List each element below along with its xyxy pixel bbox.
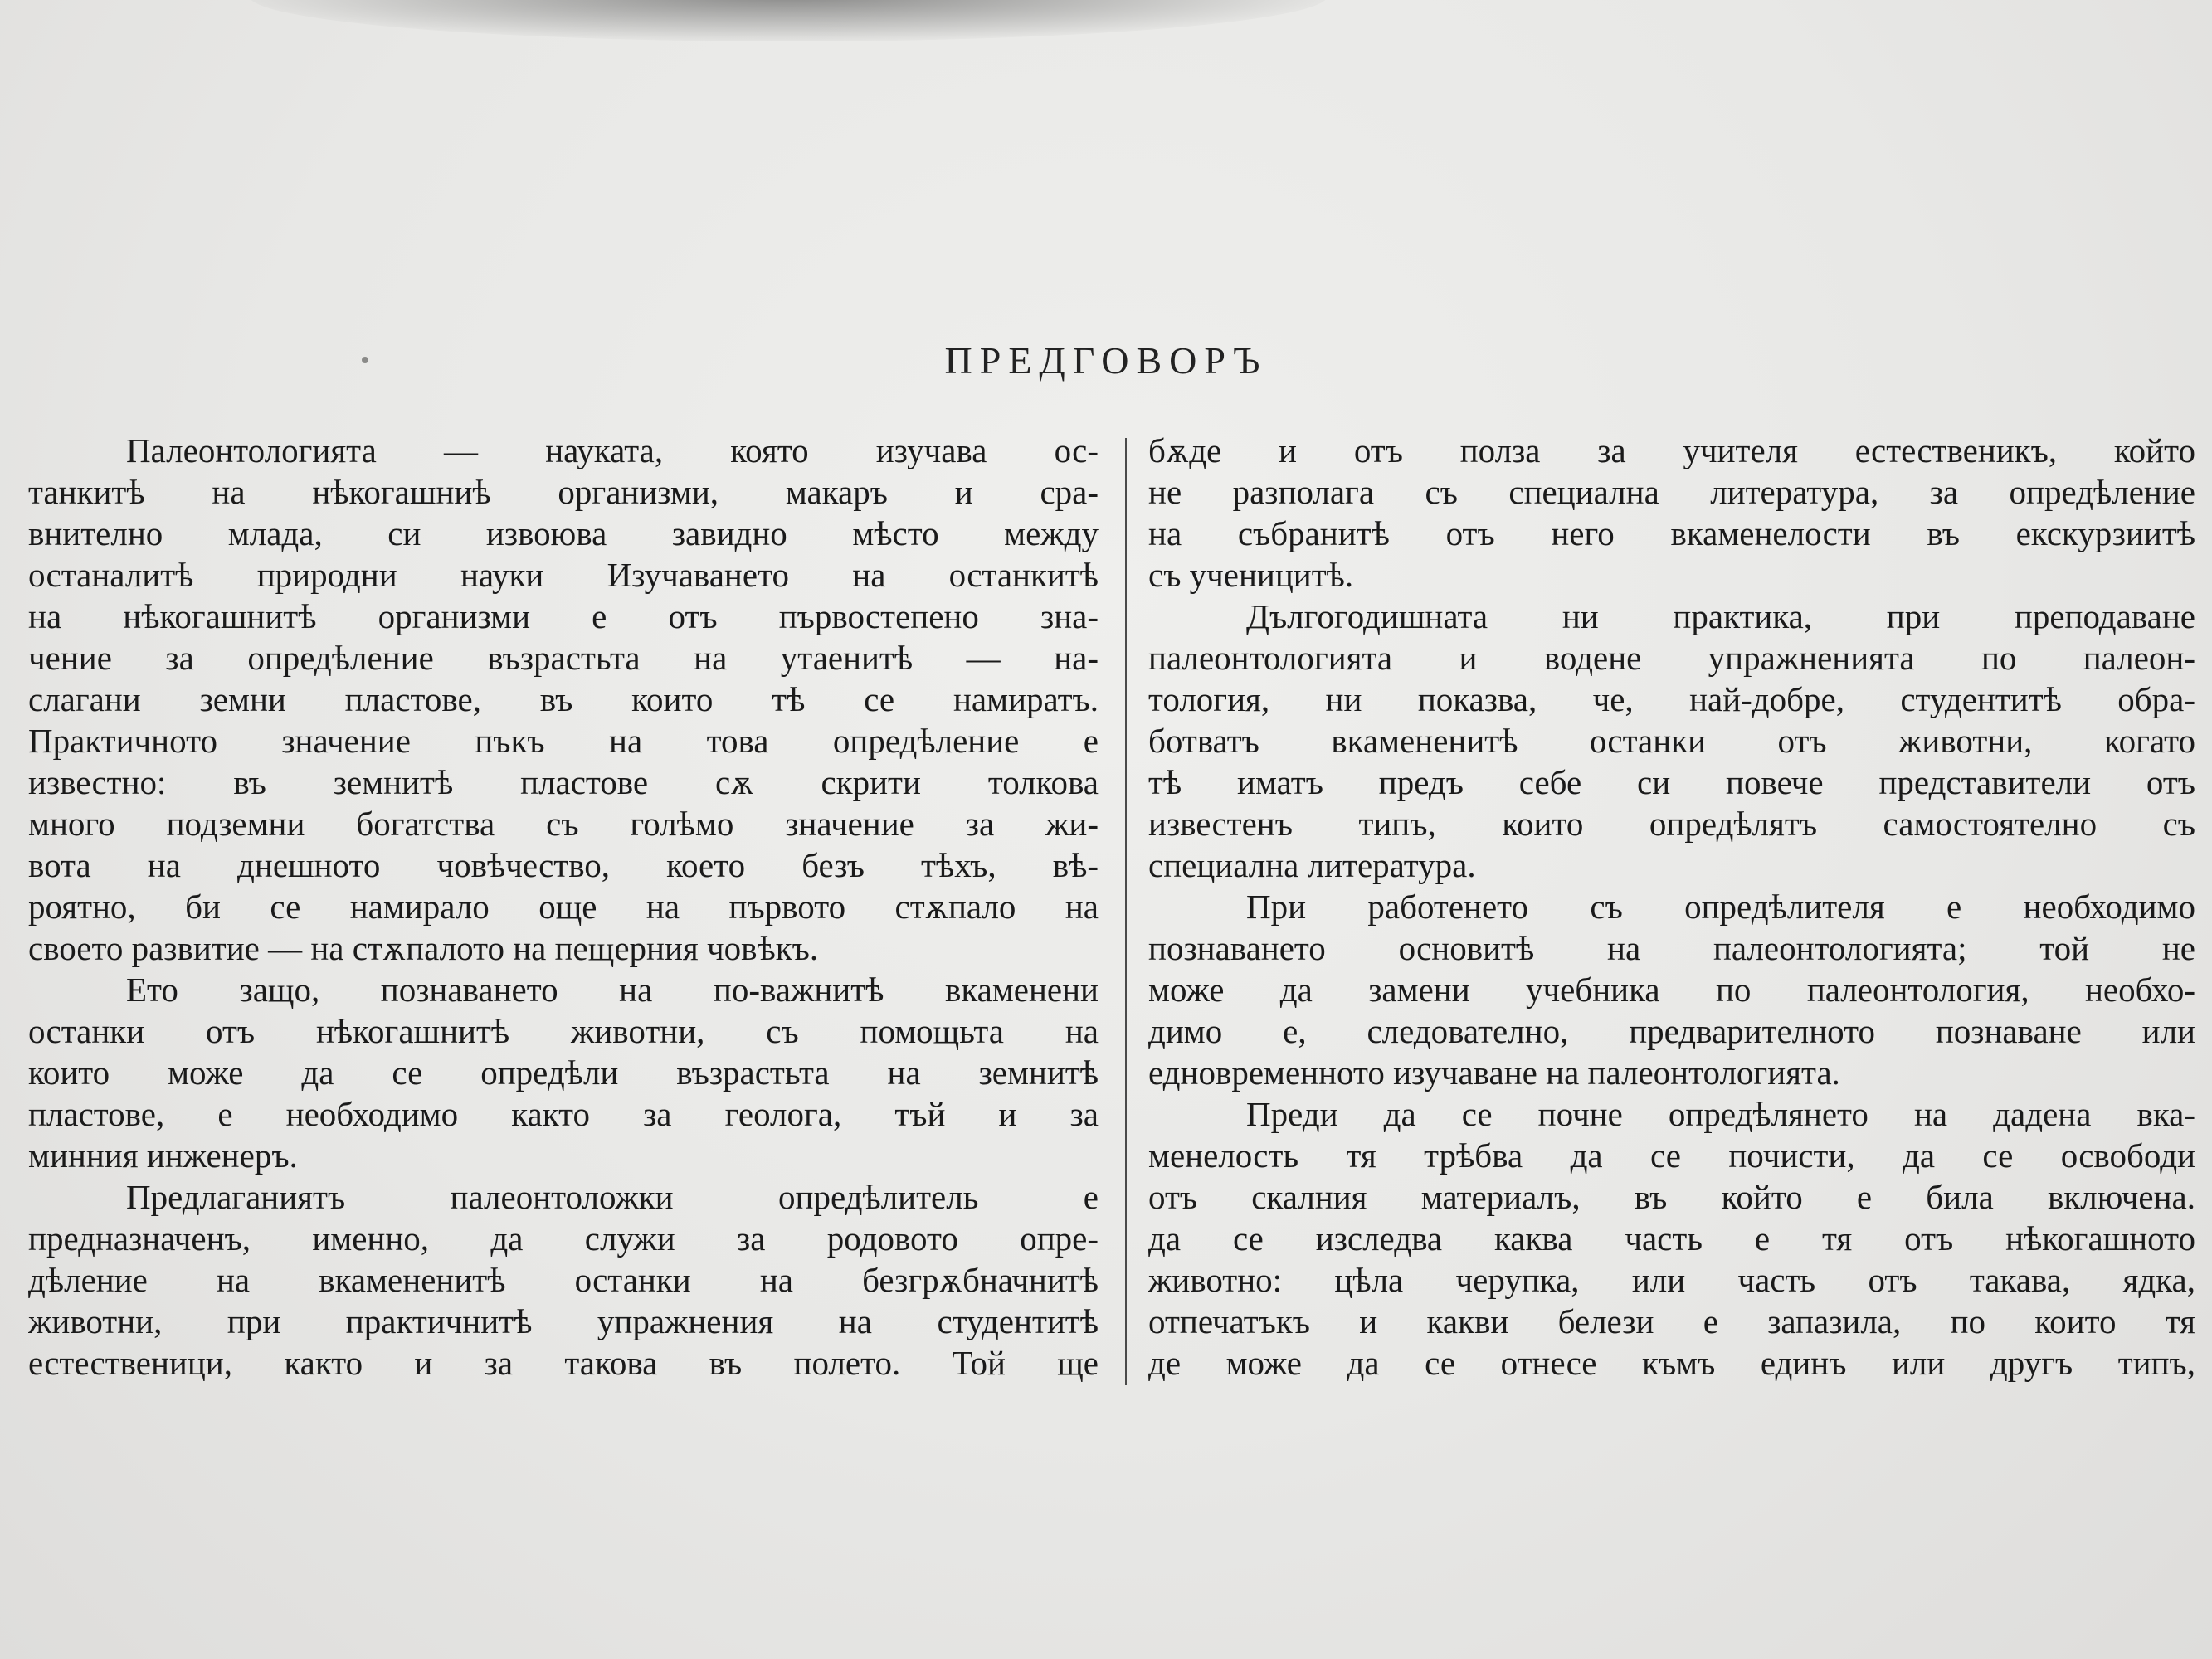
text-line: специална литература.: [1148, 846, 1476, 884]
text-line: Практичното значение пъкъ на това опредѣление е: [28, 722, 1099, 760]
text-line: останки отъ нѣкогашнитѣ животни, съ помощьта на: [28, 1012, 1099, 1050]
text-line: де може да се отнесе къмъ единъ или другъ типъ,: [1148, 1344, 2195, 1382]
text-line: димо е, следователно, предварителното познаване или: [1148, 1012, 2195, 1050]
text-line: да се изследва каква часть е тя отъ нѣкогашното: [1148, 1219, 2195, 1258]
column-divider: [1125, 438, 1127, 1385]
page-edge-shadow: [249, 0, 1328, 41]
text-line: дѣление на вкамененитѣ останки на безгрѫбначнитѣ: [28, 1261, 1099, 1299]
text-line: животно: цѣла черупка, или часть отъ такава, ядка,: [1148, 1261, 2195, 1299]
text-line: животни, при практичнитѣ упражнения на студентитѣ: [28, 1302, 1099, 1340]
text-line: много подземни богатства съ голѣмо значение за жи-: [28, 805, 1099, 843]
text-line: отпечатъкъ и какви белези е запазила, по които тя: [1148, 1302, 2195, 1340]
text-line: предназначенъ, именно, да служи за родовото опре-: [28, 1219, 1099, 1258]
text-line: Предлаганиятъ палеонтоложки опредѣлитель е: [126, 1178, 1099, 1216]
text-line: пластове, е необходимо както за геолога, тъй и за: [28, 1095, 1099, 1133]
text-line: слагани земни пластове, въ които тѣ се намиратъ.: [28, 680, 1099, 718]
text-line: отъ скалния материалъ, въ който е била включена.: [1148, 1178, 2195, 1216]
right-column: [1148, 430, 2195, 1384]
text-line: Дългогодишната ни практика, при преподаване: [1246, 597, 2195, 635]
page-title: ПРЕДГОВОРЪ: [944, 339, 1268, 382]
text-line: не разполага съ специална литература, за опредѣление: [1148, 473, 2195, 511]
text-line: едновременното изучаване на палеонтологията.: [1148, 1053, 1840, 1092]
text-line: на нѣкогашнитѣ организми е отъ първостепено зна-: [28, 597, 1099, 635]
text-line: При работенето съ опредѣлителя е необходимо: [1246, 888, 2195, 926]
text-line: вота на днешното човѣчество, което безъ тѣхъ, вѣ-: [28, 846, 1099, 884]
text-line: внително млада, си извоюва завидно мѣсто между: [28, 514, 1099, 552]
text-line: естественици, както и за такова въ полето. Той ще: [28, 1344, 1099, 1382]
text-line: тология, ни показва, че, най-добре, студентитѣ обра-: [1148, 680, 2195, 718]
text-line: известенъ типъ, които опредѣлятъ самостоятелно съ: [1148, 805, 2195, 843]
text-line: роятно, би се намирало още на първото стѫпало на: [28, 888, 1099, 926]
text-line: съ ученицитѣ.: [1148, 556, 1354, 594]
text-line: известно: въ земнитѣ пластове сѫ скрити толкова: [28, 763, 1099, 801]
text-line: своето развитие — на стѫпалото на пещерния човѣкъ.: [28, 929, 819, 967]
text-line: ботватъ вкамененитѣ останки отъ животни, когато: [1148, 722, 2195, 760]
text-line: Палеонтологията — науката, която изучава ос-: [126, 431, 1099, 469]
text-line: бѫде и отъ полза за учителя естественикъ, който: [1148, 431, 2195, 469]
text-line: на събранитѣ отъ него вкаменелости въ екскурзиитѣ: [1148, 514, 2195, 552]
text-line: Преди да се почне опредѣлянето на дадена вка-: [1246, 1095, 2195, 1133]
text-line: чение за опредѣление възрастьта на утаенитѣ — на-: [28, 639, 1099, 677]
text-line: палеонтологията и водене упражненията по палеон-: [1148, 639, 2195, 677]
text-line: Ето защо, познаването на по-важнитѣ вкаменени: [126, 971, 1099, 1009]
text-line: може да замени учебника по палеонтология, необхо-: [1148, 971, 2195, 1009]
text-line: останалитѣ природни науки Изучаването на останкитѣ: [28, 556, 1099, 594]
text-line: които може да се опредѣли възрастьта на земнитѣ: [28, 1053, 1099, 1092]
text-line: менелость тя трѣбва да се почисти, да се освободи: [1148, 1136, 2195, 1175]
text-line: танкитѣ на нѣкогашниѣ организми, макаръ и сра-: [28, 473, 1099, 511]
text-line: минния инженеръ.: [28, 1136, 298, 1175]
text-line: тѣ иматъ предъ себе си повече представители отъ: [1148, 763, 2195, 801]
text-line: познаването основитѣ на палеонтологията; той не: [1148, 929, 2195, 967]
left-column: [28, 430, 1099, 1384]
